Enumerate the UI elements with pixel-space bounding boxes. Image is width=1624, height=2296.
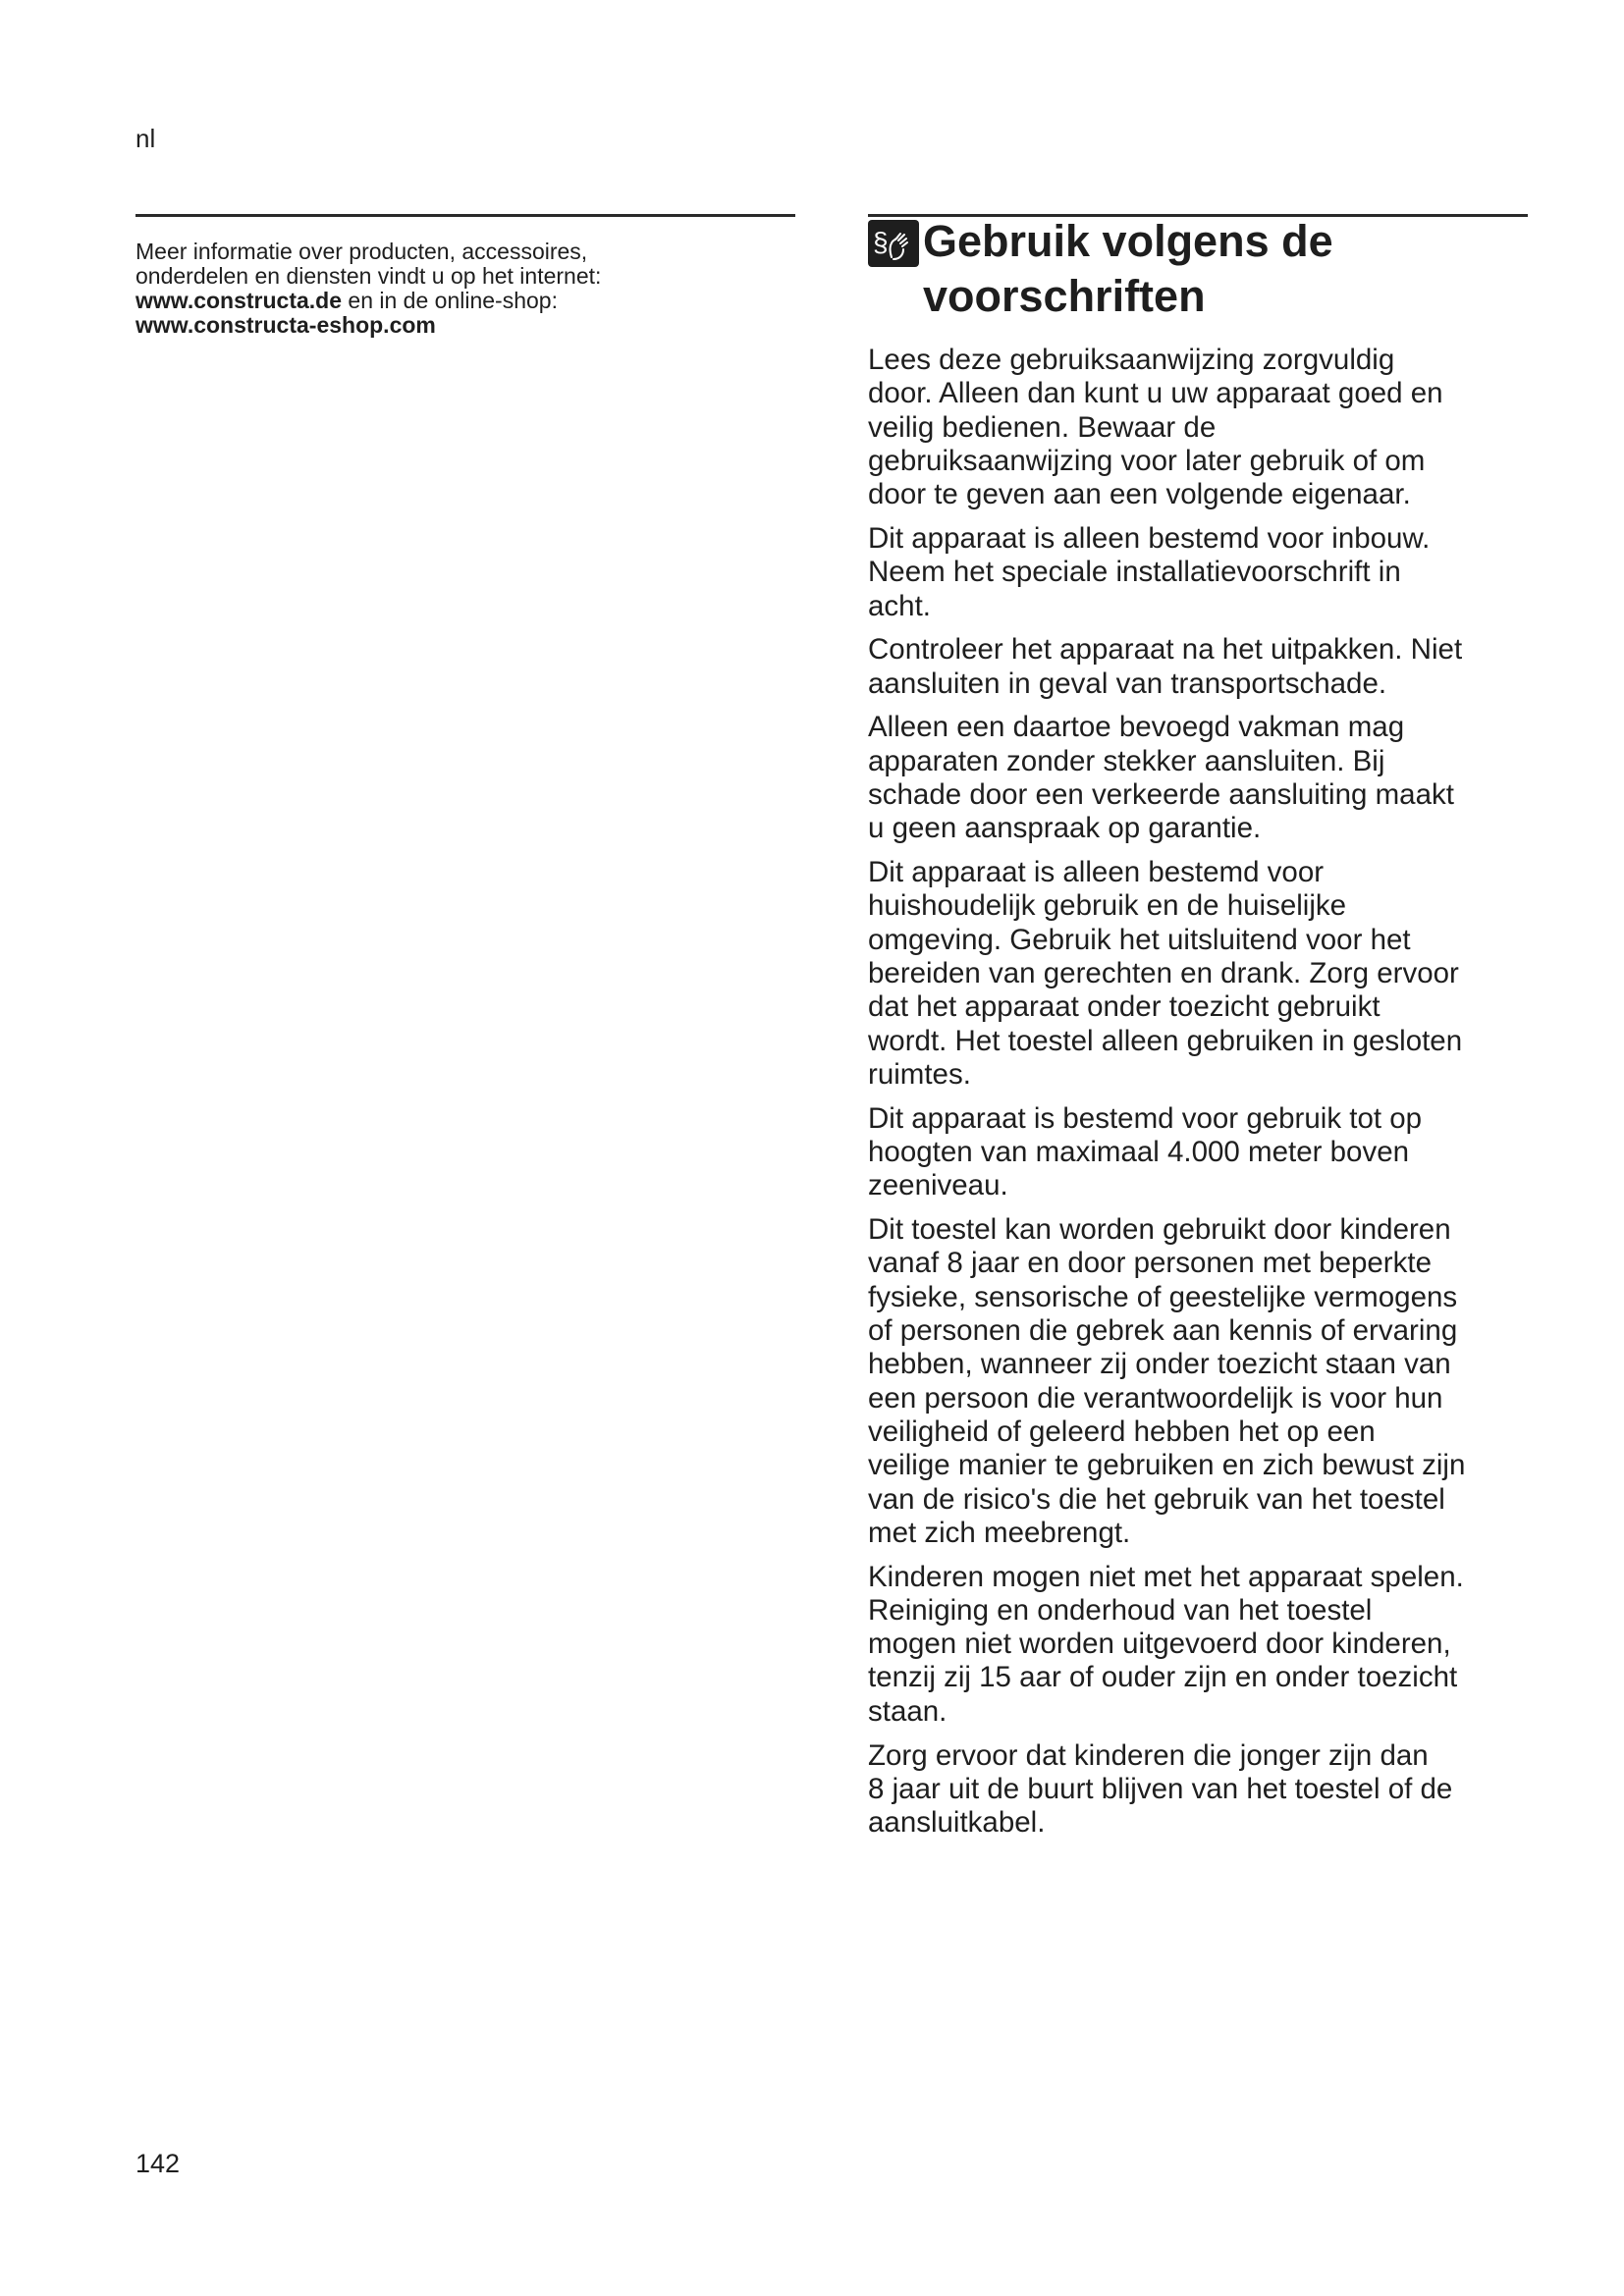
paragraph-line: van de risico's die het gebruik van het toestel [868,1482,1445,1516]
info-line [135,264,795,289]
info-text: onderdelen en diensten vindt u op het internet: [135,263,602,289]
body-paragraph [868,711,1536,845]
paragraph-line: Alleen een daartoe bevoegd vakman mag [868,711,1405,744]
paragraph-line: staan. [868,1694,947,1728]
more-info-block [135,240,795,338]
paragraph-line: hoogten van maximaal 4.000 meter boven [868,1136,1410,1169]
paragraph-line: Dit toestel kan worden gebruikt door kinderen [868,1213,1451,1247]
left-column-rule [135,214,795,217]
info-text: Meer informatie over producten, accessoires, [135,239,588,264]
paragraph-line: Dit apparaat is alleen bestemd voor inbouw. [868,521,1431,555]
paragraph-line: huishoudelijk gebruik en de huiselijke [868,889,1347,923]
paragraph-line: Neem het speciale installatievoorschrift in [868,556,1401,589]
body-paragraph [868,856,1536,1092]
paragraph-line: tenzij zij 15 aar of ouder zijn en onder toezicht [868,1661,1458,1694]
body-paragraph [868,522,1536,623]
body-paragraph [868,1739,1536,1841]
body-paragraph [868,344,1536,511]
paragraph-line: bereiden van gerechten en drank. Zorg ervoor [868,957,1459,990]
svg-text:§: § [873,227,889,257]
page-number: 142 [135,2149,181,2178]
paragraph-line: u geen aanspraak op garantie. [868,812,1262,845]
body-paragraph [868,1561,1536,1729]
paragraph-line: een persoon die verantwoordelijk is voor hun [868,1381,1443,1415]
paragraph-line: wordt. Het toestel alleen gebruiken in gesloten [868,1024,1463,1057]
paragraph-line: of personen die gebrek aan kennis of ervaring [868,1314,1458,1348]
paragraph-line: zeeniveau. [868,1169,1008,1202]
language-code: nl [135,124,156,153]
info-line [135,289,795,313]
section-body [868,344,1536,1850]
paragraph-line: fysieke, sensorische of geestelijke vermogens [868,1280,1458,1313]
body-paragraph [868,1102,1536,1203]
info-line [135,240,795,264]
paragraph-line: 8 jaar uit de buurt blijven van het toestel of de [868,1772,1453,1805]
paragraph-line: met zich meebrengt. [868,1516,1131,1549]
info-text: en in de online-shop: [342,288,558,313]
heading-line: Gebruik volgens de [923,216,1333,266]
section-hand-icon [868,220,919,267]
paragraph-line: veiligheid of geleerd hebben het op een [868,1415,1376,1448]
paragraph-line: aansluitkabel. [868,1806,1046,1840]
paragraph-line: dat het apparaat onder toezicht gebruikt [868,990,1380,1024]
paragraph-line: Kinderen mogen niet met het apparaat spelen. [868,1560,1464,1593]
paragraph-line: Zorg ervoor dat kinderen die jonger zijn dan [868,1738,1429,1772]
paragraph-line: Reiniging en onderhoud van het toestel [868,1593,1373,1627]
paragraph-line: mogen niet worden uitgevoerd door kinderen, [868,1628,1451,1661]
paragraph-line: omgeving. Gebruik het uitsluitend voor het [868,923,1411,956]
body-paragraph [868,1213,1536,1550]
paragraph-line: hebben, wanneer zij onder toezicht staan van [868,1348,1451,1381]
paragraph-line: Dit apparaat is bestemd voor gebruik tot op [868,1101,1423,1135]
paragraph-line: Dit apparaat is alleen bestemd voor [868,856,1325,889]
paragraph-line: Lees deze gebruiksaanwijzing zorgvuldig [868,344,1395,376]
heading-line: voorschriften [923,271,1206,321]
paragraph-line: apparaten zonder stekker aansluiten. Bij [868,744,1385,777]
info-line [135,313,795,338]
constructa-website-link[interactable]: www.constructa.de [135,288,343,313]
paragraph-line: ruimtes. [868,1057,971,1091]
paragraph-line: Controleer het apparaat na het uitpakken. Niet [868,633,1463,667]
paragraph-line: schade door een verkeerde aansluiting maakt [868,778,1454,812]
paragraph-line: gebruiksaanwijzing voor later gebruik of om [868,444,1426,477]
paragraph-line: acht. [868,589,931,622]
paragraph-line: veilig bedienen. Bewaar de [868,410,1217,444]
paragraph-line: door. Alleen dan kunt u uw apparaat goed en [868,377,1443,410]
body-paragraph [868,633,1536,701]
section-heading [923,214,1551,324]
paragraph-line: aansluiten in geval van transportschade. [868,667,1387,700]
paragraph-line: vanaf 8 jaar en door personen met beperkte [868,1247,1432,1280]
constructa-eshop-link[interactable]: www.constructa-eshop.com [135,312,436,338]
paragraph-line: veilige manier te gebruiken en zich bewust zijn [868,1449,1466,1482]
paragraph-line: door te geven aan een volgende eigenaar. [868,478,1411,511]
